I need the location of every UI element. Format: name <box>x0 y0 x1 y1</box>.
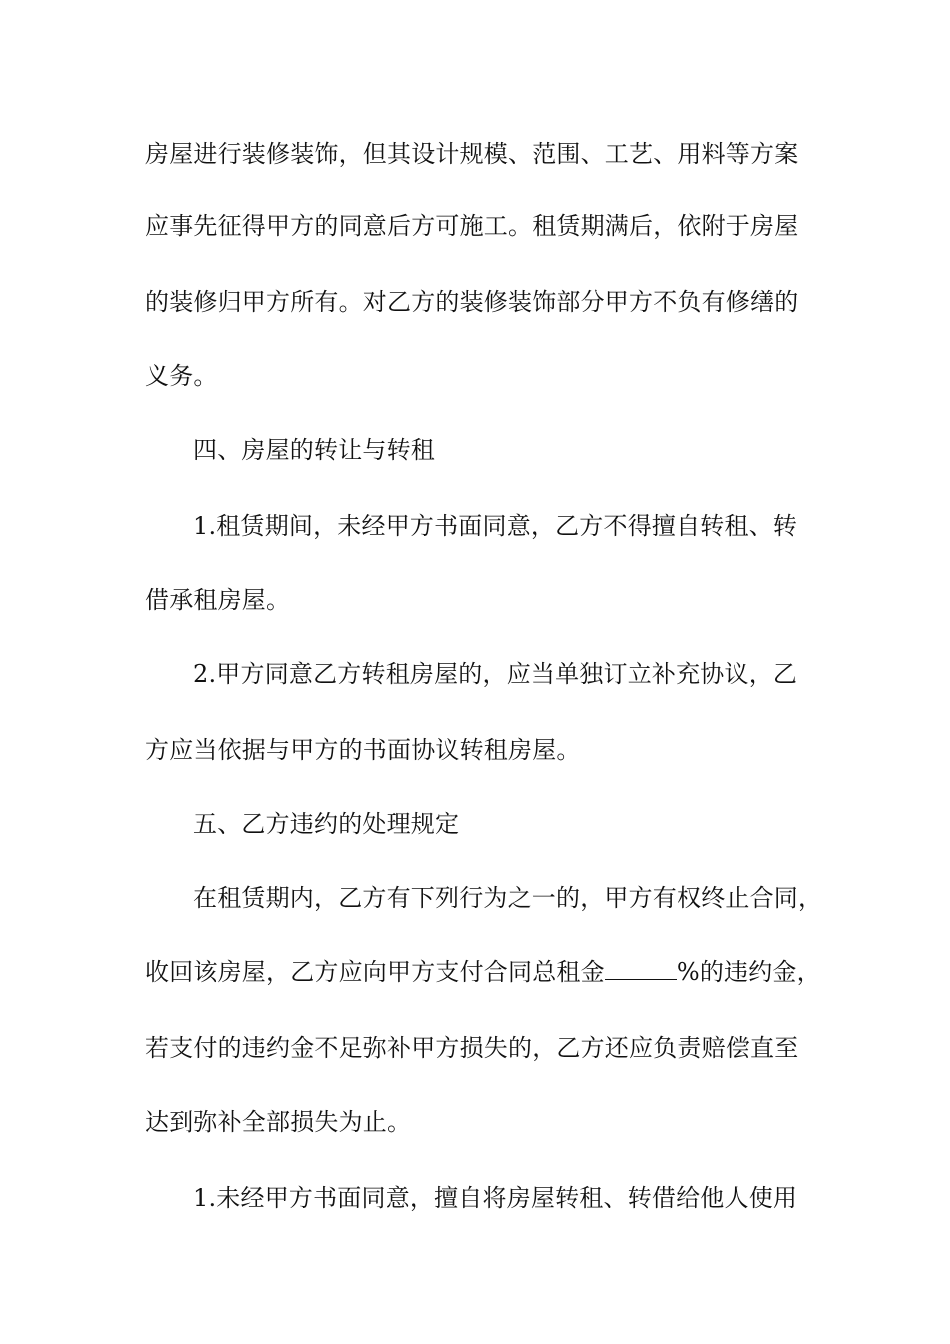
penalty-text-before: 收回该房屋，乙方应向甲方支付合同总租金 <box>145 958 605 986</box>
paragraph-line: 达到弥补全部损失为止。 <box>145 1108 412 1136</box>
clause-line: 方应当依据与甲方的书面协议转租房屋。 <box>145 736 581 764</box>
clause-line: 借承租房屋。 <box>145 586 291 614</box>
clause-line: 2.甲方同意乙方转租房屋的，应当单独订立补充协议，乙 <box>193 660 798 688</box>
paragraph-line: 的装修归甲方所有。对乙方的装修装饰部分甲方不负有修缮的 <box>145 288 799 316</box>
section-heading: 四、房屋的转让与转租 <box>193 436 435 464</box>
blank-fill-field <box>605 957 677 980</box>
section-heading: 五、乙方违约的处理规定 <box>193 810 460 838</box>
paragraph-line: 应事先征得甲方的同意后方可施工。租赁期满后，依附于房屋 <box>145 212 799 240</box>
paragraph-line: 在租赁期内，乙方有下列行为之一的，甲方有权终止合同， <box>193 884 823 912</box>
paragraph-line: 房屋进行装修装饰，但其设计规模、范围、工艺、用料等方案 <box>145 140 799 168</box>
clause-line: 1.租赁期间，未经甲方书面同意，乙方不得擅自转租、转 <box>193 512 798 540</box>
paragraph-line: 若支付的违约金不足弥补甲方损失的，乙方还应负责赔偿直至 <box>145 1034 799 1062</box>
penalty-line <box>145 956 821 988</box>
penalty-text-after: %的违约金， <box>676 958 821 986</box>
clause-line: 1.未经甲方书面同意，擅自将房屋转租、转借给他人使用 <box>193 1184 798 1212</box>
paragraph-line: 义务。 <box>145 362 218 390</box>
